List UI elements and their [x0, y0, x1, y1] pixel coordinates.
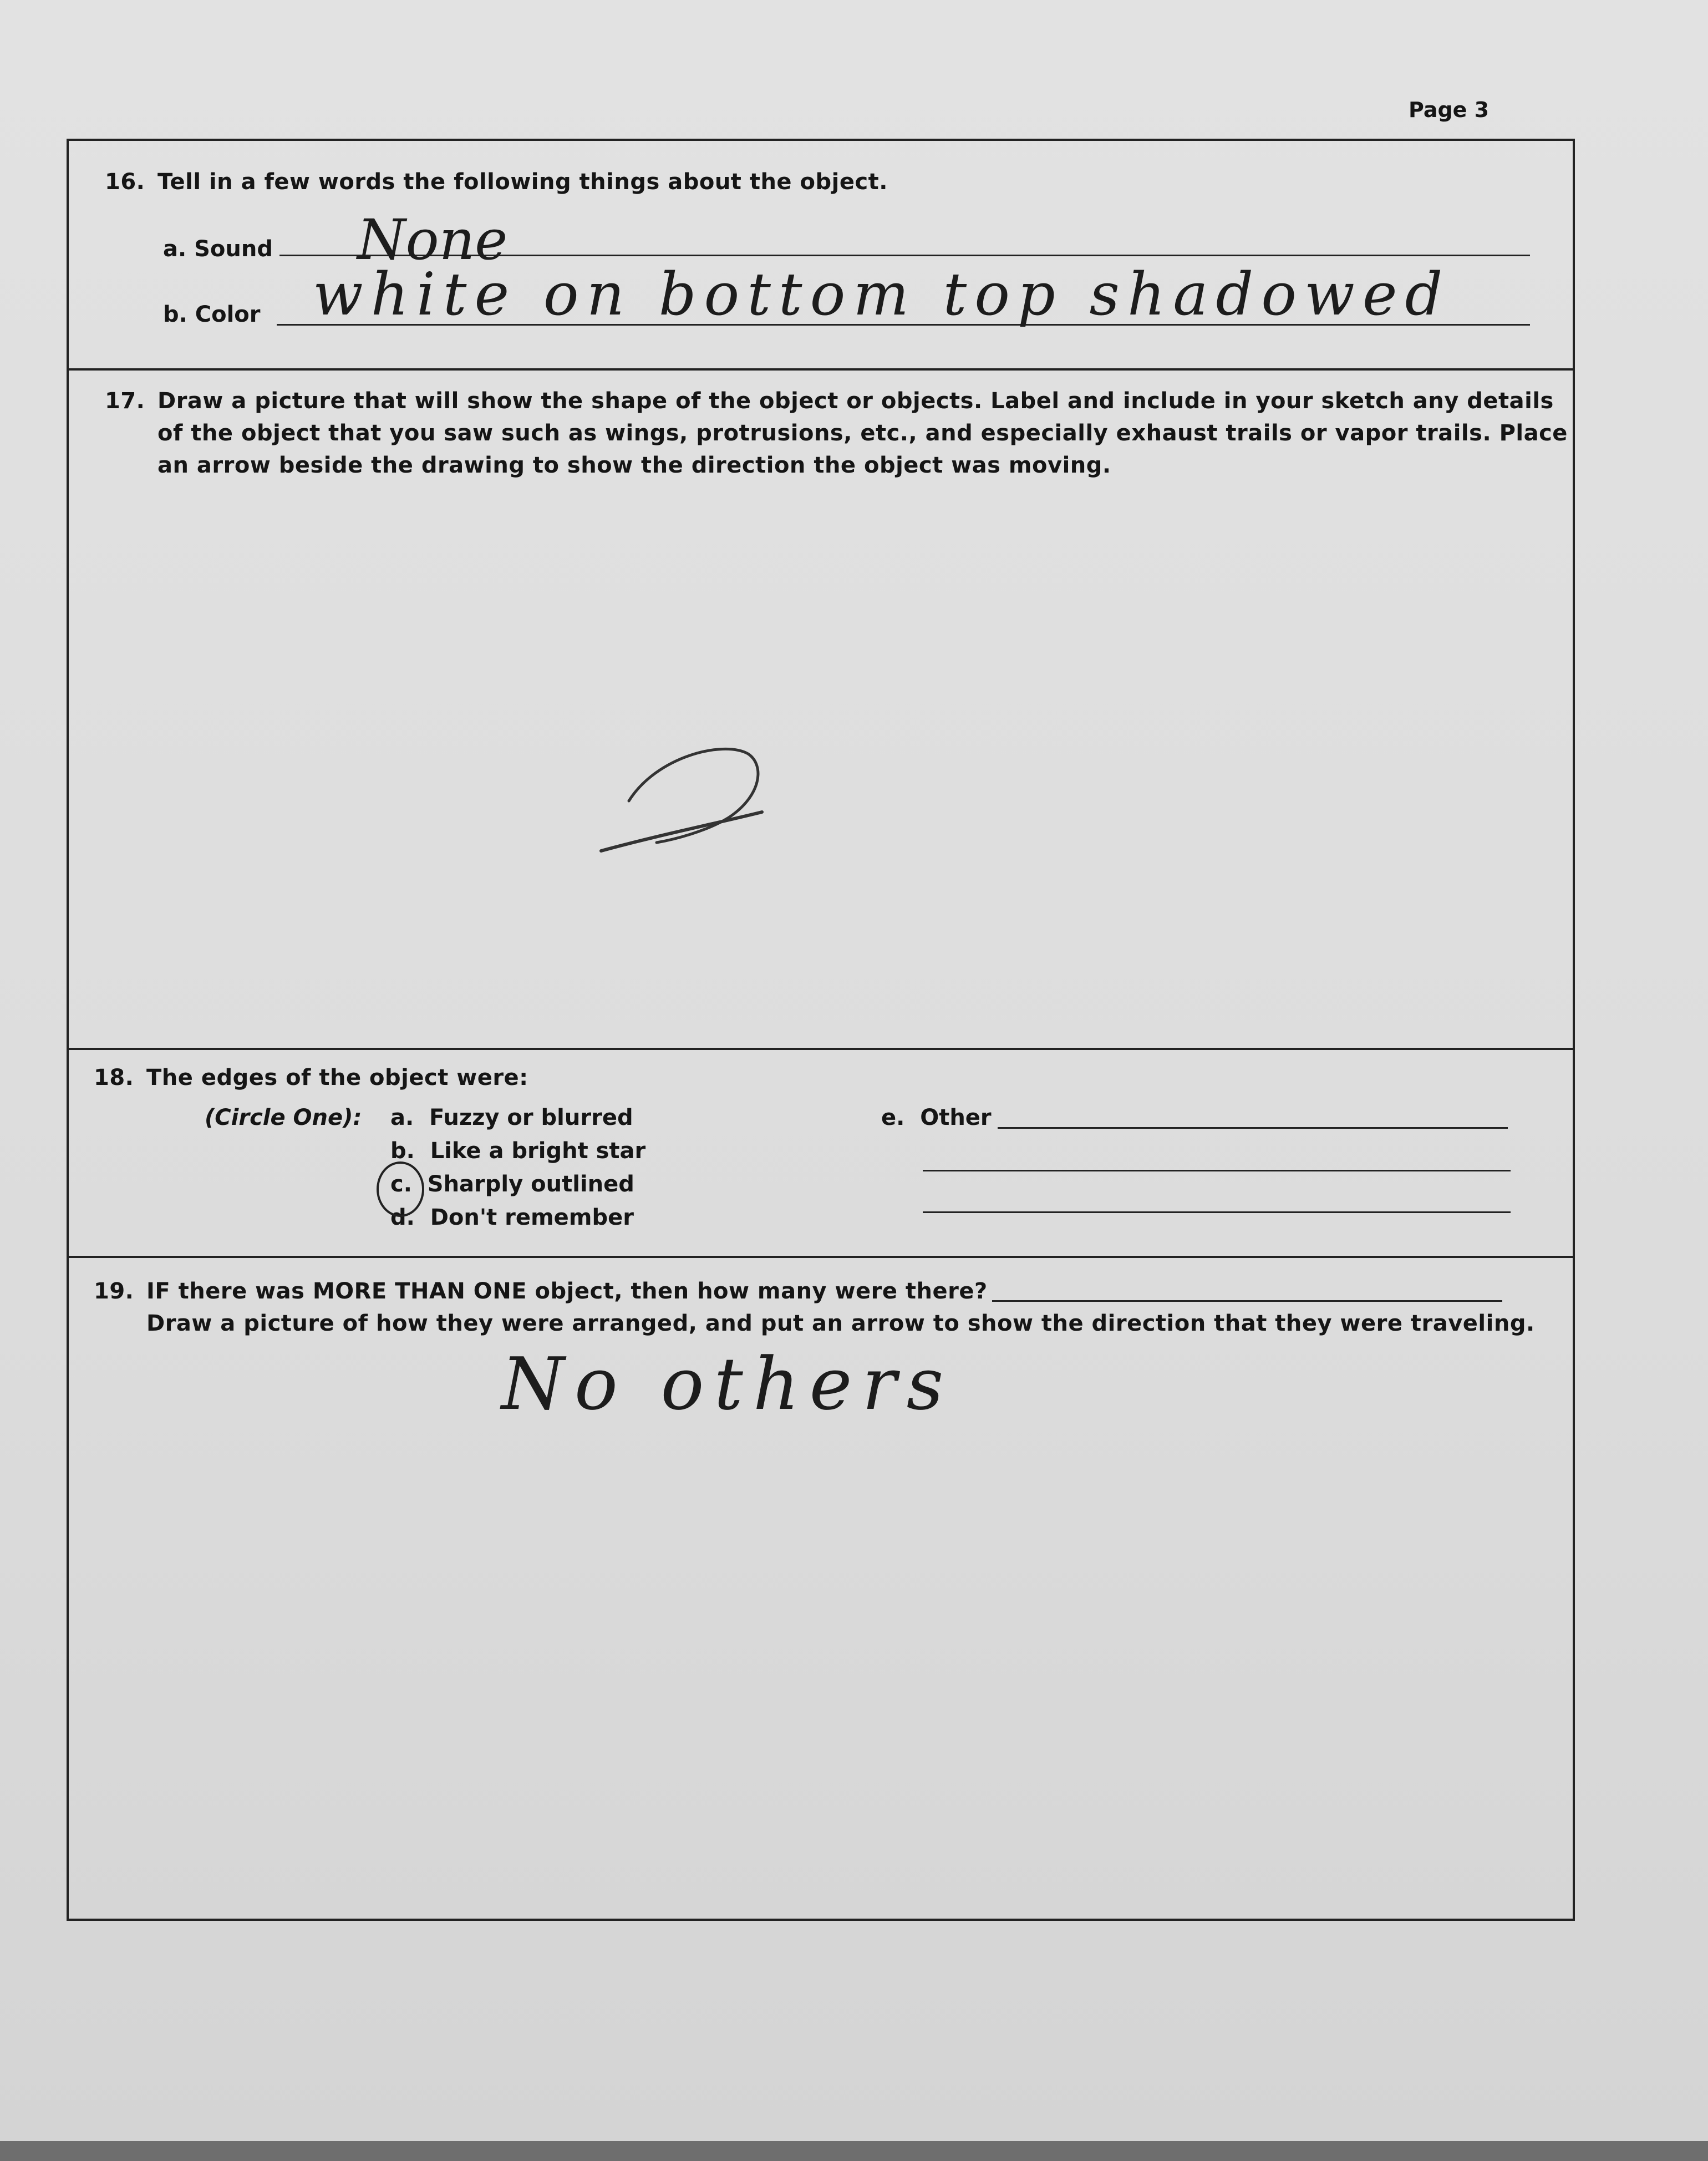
sound-label: a. Sound [163, 236, 273, 262]
sound-answer: None [357, 207, 508, 272]
q19-answer: No others [501, 1342, 954, 1426]
divider-18-19 [69, 1256, 1573, 1258]
other-line-3[interactable] [923, 1211, 1511, 1213]
option-b-letter: b. [390, 1138, 415, 1164]
option-a-letter: a. [390, 1105, 414, 1130]
option-d-letter: d. [390, 1205, 415, 1230]
option-b[interactable] [390, 1138, 645, 1164]
q16-number: 16. [105, 169, 145, 195]
option-b-label: Like a bright star [430, 1138, 646, 1164]
q18-prompt: The edges of the object were: [146, 1065, 528, 1090]
q17-line1: Draw a picture that will show the shape of the object or objects. Label and include in your sketch any details [157, 388, 1554, 414]
scan-bottom-edge [0, 2141, 1708, 2161]
option-a[interactable] [390, 1105, 633, 1130]
q17-text [105, 385, 1568, 481]
option-d[interactable] [390, 1205, 634, 1230]
option-a-label: Fuzzy or blurred [429, 1105, 633, 1130]
page-number: Page 3 [1409, 98, 1490, 122]
option-e[interactable] [881, 1105, 992, 1130]
how-many-line[interactable] [992, 1300, 1502, 1302]
form-box [67, 139, 1575, 1921]
other-line-1[interactable] [998, 1127, 1508, 1129]
sketch-scribble [579, 734, 812, 862]
circle-one-instruction: (Circle One): [205, 1105, 362, 1130]
option-e-letter: e. [881, 1105, 905, 1130]
divider-17-18 [69, 1048, 1573, 1050]
q18-text [94, 1062, 528, 1094]
option-c-circle-mark [377, 1161, 424, 1217]
q17-number: 17. [105, 388, 145, 414]
color-label: b. Color [163, 302, 261, 327]
q17-line2: of the object that you saw such as wings, protrusions, etc., and especially exhaust trails or vapor trails. Place [157, 420, 1568, 446]
q18-number: 18. [94, 1065, 134, 1090]
option-c-letter: c. [390, 1171, 412, 1197]
other-line-2[interactable] [923, 1170, 1511, 1171]
option-c-label: Sharply outlined [427, 1171, 634, 1197]
option-e-label: Other [920, 1105, 992, 1130]
q19-line1: IF there was MORE THAN ONE object, then how many were there? [146, 1279, 988, 1304]
q17-line3: an arrow beside the drawing to show the direction the object was moving. [157, 453, 1111, 478]
q16-prompt: Tell in a few words the following things about the object. [157, 169, 888, 195]
arrangement-sketch-area[interactable] [69, 1411, 1573, 1910]
option-d-label: Don't remember [430, 1205, 634, 1230]
color-answer: white on bottom top shadowed [313, 260, 1451, 328]
q16-text [105, 166, 888, 198]
q19-line2: Draw a picture of how they were arranged, and put an arrow to show the direction that they were traveling. [146, 1311, 1535, 1336]
q19-number: 19. [94, 1279, 134, 1304]
q19-text [94, 1275, 1535, 1340]
option-c[interactable] [390, 1171, 634, 1197]
divider-16-17 [69, 368, 1573, 371]
